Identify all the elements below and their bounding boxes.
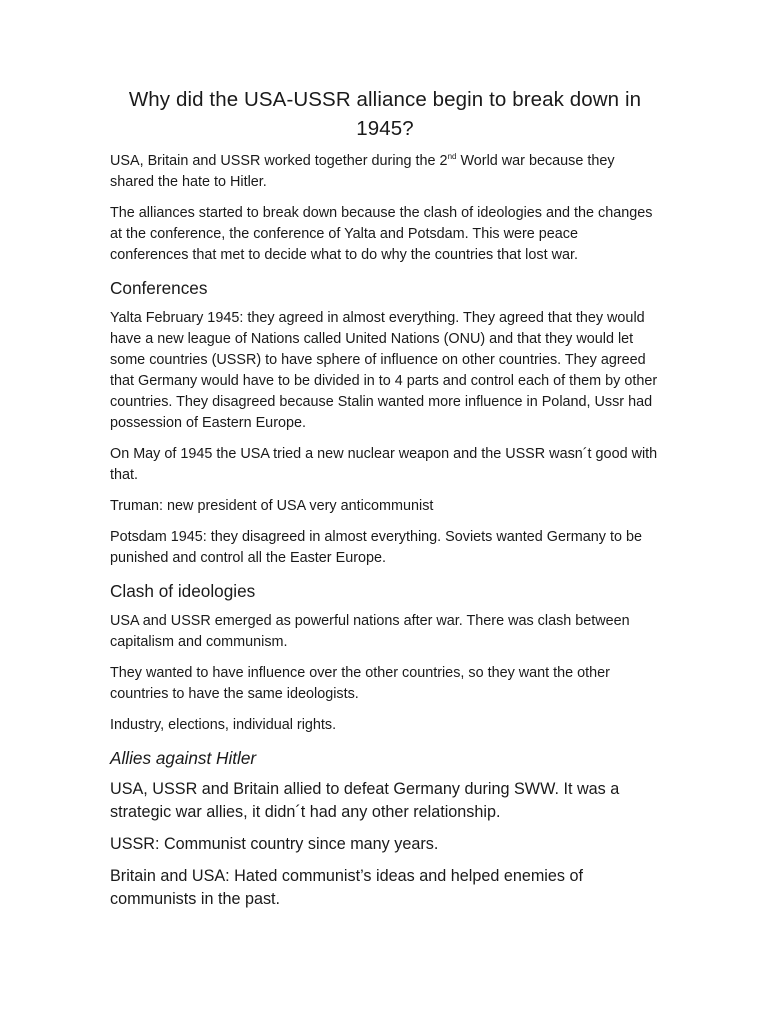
document-page xyxy=(110,85,660,920)
document-title: Why did the USA-USSR alliance begin to break down in 1945? xyxy=(128,88,642,140)
ordinal-superscript: nd xyxy=(447,152,457,162)
conferences-paragraph-potsdam: Potsdam 1945: they disagreed in almost everything. Soviets wanted Germany to be punished and control all the Easter Europe. xyxy=(110,529,642,566)
allies-section xyxy=(110,778,660,911)
allies-paragraph-1: USA, USSR and Britain allied to defeat Germany during SWW. It was a strategic war allies, it didn´t had any other relationship. xyxy=(110,780,620,821)
ideologies-paragraph-2: They wanted to have influence over the other countries, so they want the other countries to have the same ideologists. xyxy=(110,665,610,702)
intro-paragraph-1 xyxy=(110,151,660,193)
section-heading-ideologies: Clash of ideologies xyxy=(110,581,256,601)
ideologies-paragraph-1: USA and USSR emerged as powerful nations after war. There was clash between capitalism and communism. xyxy=(110,613,630,650)
allies-paragraph-2: USSR: Communist country since many years. xyxy=(110,835,439,853)
section-heading-conferences: Conferences xyxy=(110,278,208,298)
conferences-paragraph-nuclear: On May of 1945 the USA tried a new nuclear weapon and the USSR wasn´t good with that. xyxy=(110,446,658,483)
ideologies-paragraph-3: Industry, elections, individual rights. xyxy=(110,717,337,733)
intro-text-end: World war because they shared the hate to Hitler. xyxy=(110,153,615,190)
intro-text-start: USA, Britain and USSR worked together during the 2 xyxy=(110,153,448,169)
conferences-paragraph-yalta: Yalta February 1945: they agreed in almost everything. They agreed that they would have a new league of Nations called United Nations (ONU) and that they would let some countries (USSR) to have sphere of influence on other countries. They agreed that Germany would have to be divided in to 4 parts and control each of them by other countries. They disagreed because Stalin wanted more influence in Poland, Ussr had possession of Eastern Europe. xyxy=(110,310,658,431)
section-heading-allies: Allies against Hitler xyxy=(110,748,257,768)
conferences-paragraph-truman: Truman: new president of USA very anticommunist xyxy=(110,498,434,514)
allies-paragraph-3: Britain and USA: Hated communist’s ideas and helped enemies of communists in the past. xyxy=(110,867,584,908)
intro-paragraph-2: The alliances started to break down because the clash of ideologies and the changes at the conference, the conference of Yalta and Potsdam. This were peace conferences that met to decide what to do why the countries that lost war. xyxy=(110,205,653,263)
